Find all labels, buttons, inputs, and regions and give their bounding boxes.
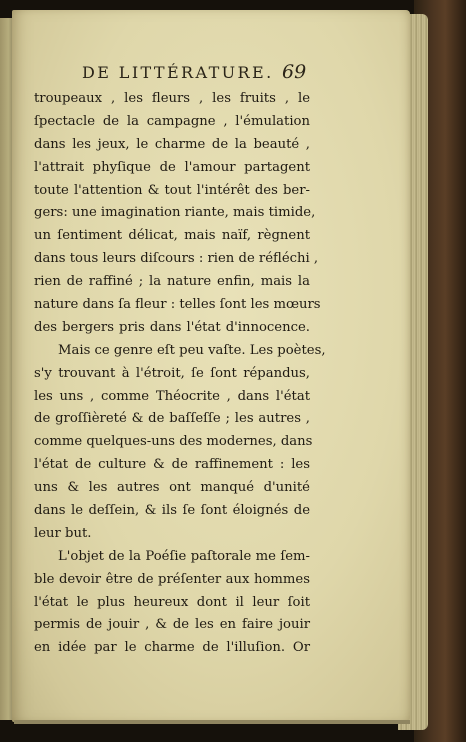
running-head: [36, 61, 392, 85]
text-line: en idée par le charme de l'illuſion. Or: [34, 640, 310, 656]
text-line: l'état de culture & de raffinement : les: [34, 457, 310, 473]
text-line: dans tous leurs diſcours : rien de réfléchi ,: [34, 251, 319, 267]
text-line: troupeaux , les fleurs , les fruits , le: [34, 91, 310, 106]
text-line: L'objet de la Poéſie paſtorale me ſem-: [58, 548, 310, 564]
text-line: un ſentiment délicat, mais naïf, règnent: [34, 228, 310, 244]
text-line: permis de jouir , & de les en faire jouir: [34, 617, 310, 633]
text-line: rien de raffiné ; la nature enfin, mais la: [34, 274, 310, 290]
text-line: gers: une imagination riante, mais timide,: [34, 205, 316, 221]
text-line: dans les jeux, le charme de la beauté ,: [34, 136, 310, 152]
text-line: ſpectacle de la campagne , l'émulation: [34, 113, 310, 129]
text-line: ble devoir être de préſenter aux hommes: [34, 571, 310, 587]
text-line: l'état le plus heureux dont il leur ſoit: [34, 594, 310, 610]
text-line: uns & les autres ont manqué d'unité: [34, 480, 310, 496]
page-number: 69: [282, 61, 307, 83]
text-line: des bergers pris dans l'état d'innocence.: [34, 319, 310, 335]
text-line: de groſſièreté & de baſſeſſe ; les autres ,: [34, 411, 310, 427]
text-line: leur but.: [34, 525, 92, 541]
text-line: les uns , comme Théocrite , dans l'état: [34, 388, 310, 404]
text-line: toute l'attention & tout l'intérêt des ber-: [34, 182, 310, 198]
text-line: nature dans ſa fleur : telles ſont les mœurs: [34, 297, 321, 313]
page-bottom-edge: [14, 720, 410, 724]
running-title: DE LITTÉRATURE.: [82, 63, 274, 82]
text-line: Mais ce genre eſt peu vaſte. Les poètes,: [58, 342, 326, 358]
text-line: comme quelques-uns des modernes, dans: [34, 434, 313, 450]
text-line: s'y trouvant à l'étroit, ſe ſont répandus,: [34, 365, 310, 381]
text-line: l'attrait phyſique de l'amour partagent: [34, 159, 310, 175]
text-line: dans le deſſein, & ils ſe ſont éloignés de: [34, 503, 310, 519]
body-text: [34, 88, 326, 660]
